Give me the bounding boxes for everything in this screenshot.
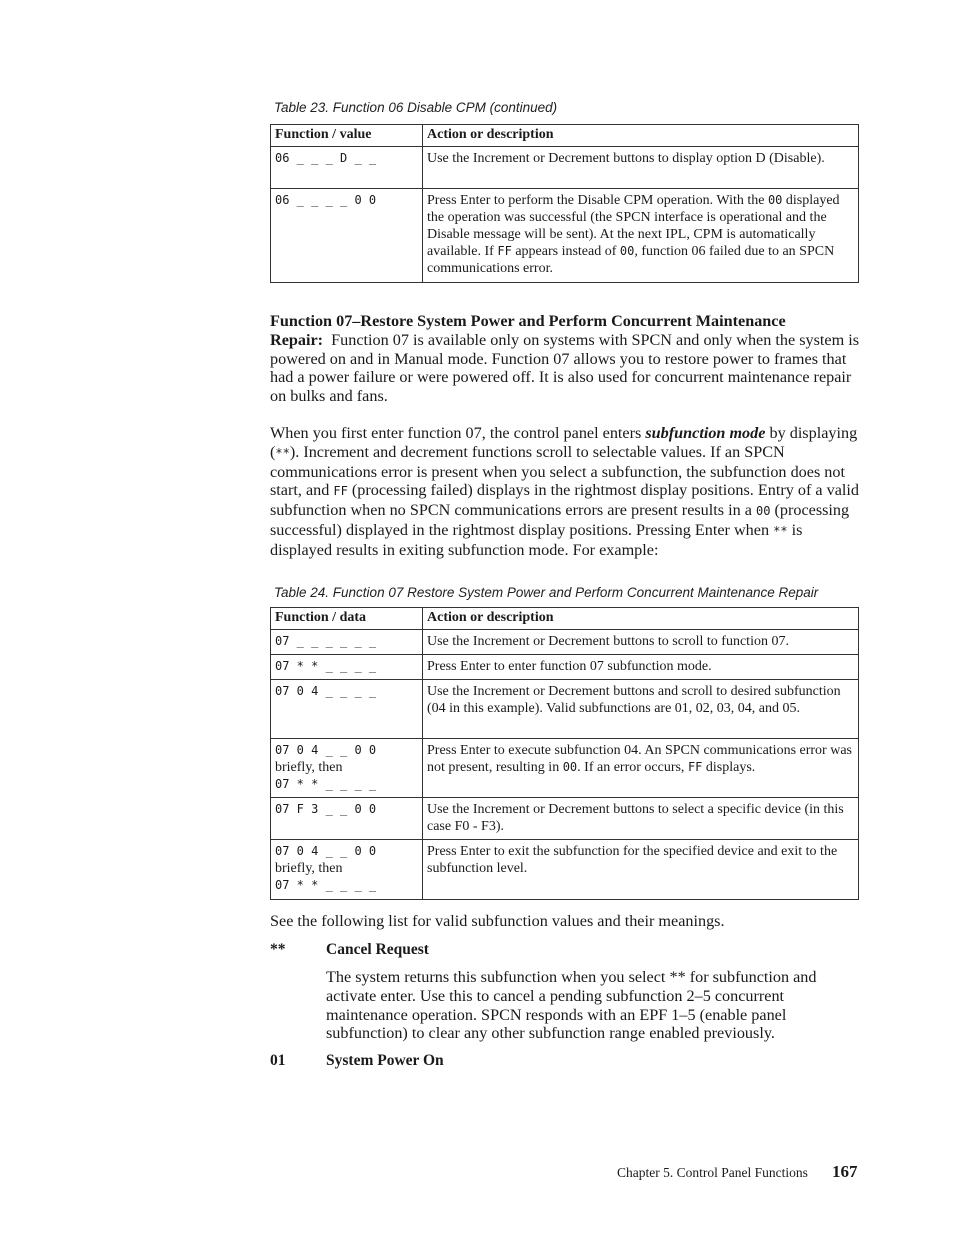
function-data-cell: 07 F 3 _ _ 0 0 xyxy=(271,798,423,840)
table-row xyxy=(271,655,859,680)
description-cell: Use the Increment or Decrement buttons to scroll to function 07. xyxy=(423,630,859,655)
section-intro: Function 07 is available only on systems with SPCN and only when the system is powered on and in Manual mode. Function 07 allows you to restore power to frames that had a power failure or were powered off. It is also used for concurrent maintenance repair on bulks and fans. xyxy=(270,330,860,406)
column-header: Function / value xyxy=(271,125,423,147)
function-data-cell: 07 0 4 _ _ _ _ xyxy=(271,680,423,739)
description-cell: Use the Increment or Decrement buttons to select a specific device (in this case F0 - F3). xyxy=(423,798,859,840)
function-data-cell: 07 0 4 _ _ 0 0 briefly, then 07 * * _ _ _ _ xyxy=(271,739,423,798)
table-row xyxy=(271,739,859,798)
table23 xyxy=(270,124,859,283)
table-row xyxy=(271,189,859,283)
table24-caption: Table 24. Function 07 Restore System Power and Perform Concurrent Maintenance Repair xyxy=(274,585,819,600)
footer-chapter: Chapter 5. Control Panel Functions xyxy=(617,1165,808,1180)
subfunction-title: System Power On xyxy=(326,1052,444,1069)
description-cell: Press Enter to exit the subfunction for the specified device and exit to the subfunction level. xyxy=(423,840,859,900)
table-row xyxy=(271,798,859,840)
subfunction-description: The system returns this subfunction when you select ** for subfunction and activate enter. Use this to cancel a pending subfunction 2–5 concurrent maintenance operation. SPCN responds with an EPF 1–5 (enable panel subfunction) to clear any other subfunction range enabled previously. xyxy=(326,968,817,1043)
subfunction-title: Cancel Request xyxy=(326,941,429,958)
function-data-cell: 07 _ _ _ _ _ _ xyxy=(271,630,423,655)
description-cell: Press Enter to perform the Disable CPM operation. With the 00 displayed the operation was successful (the SPCN interface is operational and the Disable message will be sent). At the next IPL, CPM is automatically available. If FF appears instead of 00, function 06 failed due to an SPCN communications error. xyxy=(423,189,859,283)
function-data-cell: 07 * * _ _ _ _ xyxy=(271,655,423,680)
subfunction-code: 01 xyxy=(270,1052,286,1069)
column-header: Function / data xyxy=(271,608,423,630)
function-value-cell: 06 _ _ _ _ 0 0 xyxy=(271,189,423,283)
table-header-row xyxy=(271,608,859,630)
description-cell: Use the Increment or Decrement buttons to display option D (Disable). xyxy=(423,147,859,189)
description-cell: Use the Increment or Decrement buttons and scroll to desired subfunction (04 in this example). Valid subfunctions are 01, 02, 03, 04, and 05. xyxy=(423,680,859,739)
column-header: Action or description xyxy=(423,125,859,147)
table24 xyxy=(270,607,859,900)
function07-paragraph xyxy=(270,312,860,406)
description-cell: Press Enter to execute subfunction 04. An SPCN communications error was not present, resulting in 00. If an error occurs, FF displays. xyxy=(423,739,859,798)
subfunction-mode-paragraph: When you first enter function 07, the control panel enters subfunction mode by displaying (**). Increment and decrement functions scroll to selectable values. If an SPCN communications error is present when you select a subfunction, the subfunction does not start, and FF (processing failed) displays in the rightmost display positions. Entry of a valid subfunction when no SPCN communications errors are present results in a 00 (processing successful) displayed in the rightmost display positions. Pressing Enter when ** is displayed results in exiting subfunction mode. For example: xyxy=(270,424,860,559)
subfunction-code: ** xyxy=(270,941,286,958)
list-intro: See the following list for valid subfunction values and their meanings. xyxy=(270,912,725,930)
table-row xyxy=(271,680,859,739)
column-header: Action or description xyxy=(423,608,859,630)
section-heading: Function 07–Restore System Power and Perform Concurrent Maintenance Repair: xyxy=(270,312,786,349)
page-number: 167 xyxy=(832,1162,858,1181)
function-value-cell: 06 _ _ _ D _ _ xyxy=(271,147,423,189)
table-row xyxy=(271,147,859,189)
table-row xyxy=(271,630,859,655)
function-data-cell: 07 0 4 _ _ 0 0 briefly, then 07 * * _ _ _ _ xyxy=(271,840,423,900)
table23-caption: Table 23. Function 06 Disable CPM (continued) xyxy=(274,100,558,115)
table-row xyxy=(271,840,859,900)
description-cell: Press Enter to enter function 07 subfunction mode. xyxy=(423,655,859,680)
table-header-row xyxy=(271,125,859,147)
